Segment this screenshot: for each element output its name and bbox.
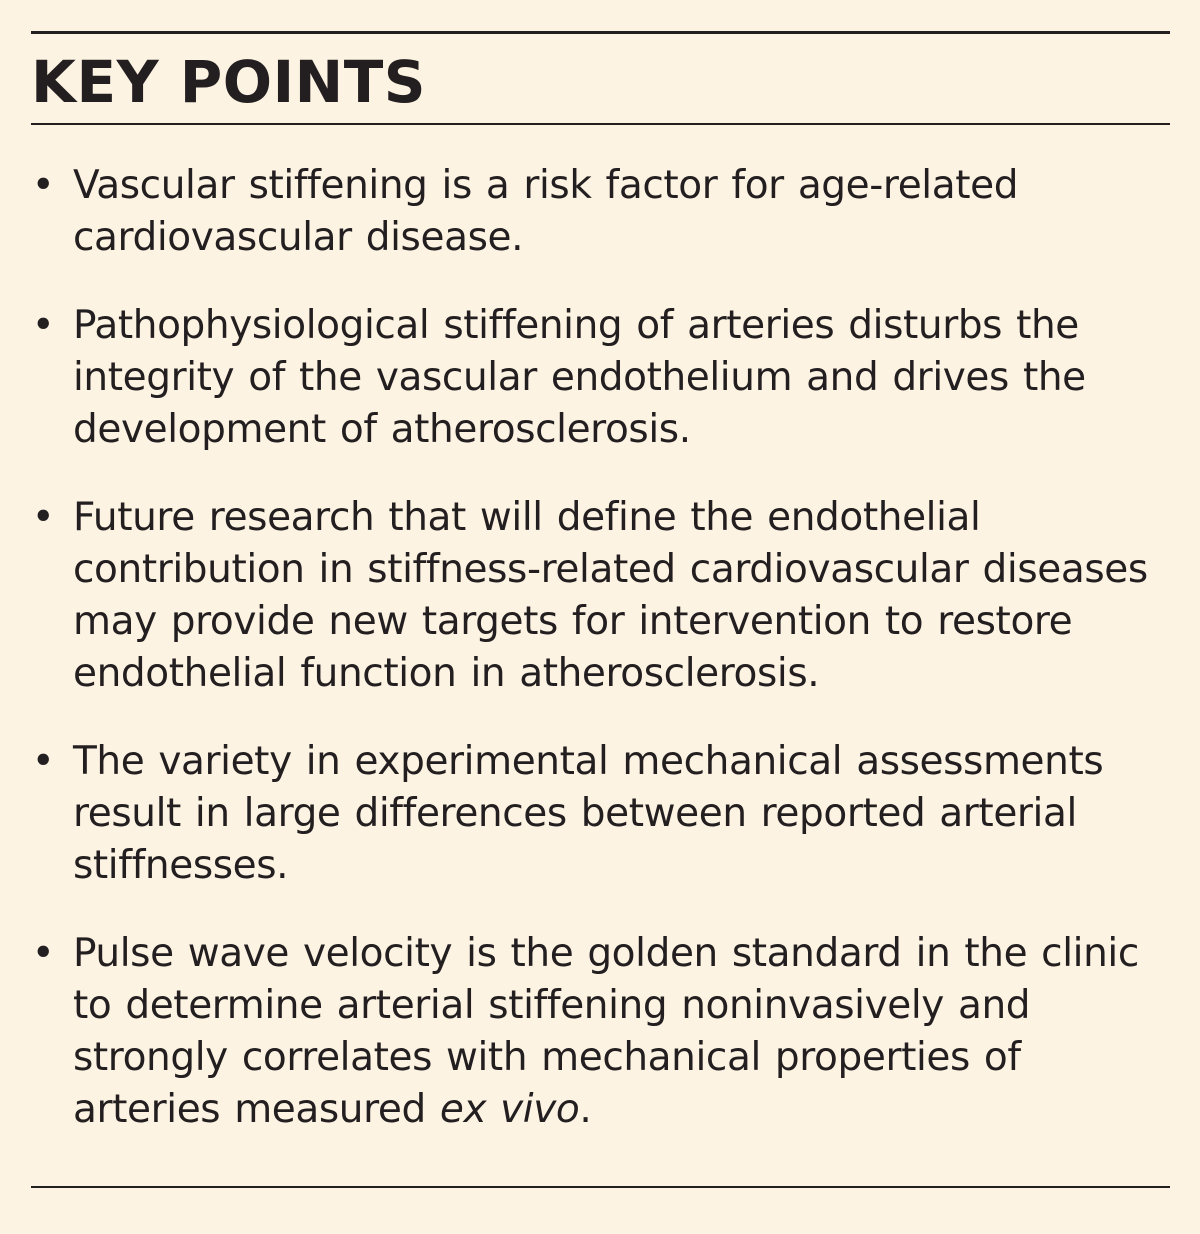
key-points-list	[31, 160, 1170, 1172]
key-point-4-text: The variety in experimental mechanical assessments result in large differences between reported arterial stiffnesses.	[73, 739, 1104, 888]
key-point-5-tail: .	[579, 1087, 592, 1132]
key-point-2-text: Pathophysiological stiffening of arteries disturbs the integrity of the vascular endothelium and drives the development of atherosclerosis.	[73, 303, 1086, 452]
key-point-5-text: Pulse wave velocity is the golden standard in the clinic to determine arterial stiffening noninvasively and strongly correlates with mechanical properties of arteries measured	[73, 931, 1139, 1132]
key-point-5-italic: ex vivo	[439, 1087, 580, 1132]
bullet-icon: •	[31, 495, 55, 540]
key-points-heading: KEY POINTS	[31, 48, 427, 116]
key-point-4	[31, 736, 1170, 892]
key-point-1-text: Vascular stiffening is a risk factor for age-related cardiovascular disease.	[73, 163, 1019, 260]
top-rule	[31, 31, 1170, 34]
key-point-3	[31, 492, 1170, 700]
bullet-icon: •	[31, 303, 55, 348]
bottom-rule	[31, 1186, 1170, 1188]
key-point-3-text: Future research that will define the endothelial contribution in stiffness-related cardiovascular diseases may provide new targets for intervention to restore endothelial function in atherosclerosis.	[73, 495, 1148, 696]
bullet-icon: •	[31, 739, 55, 784]
key-point-5	[31, 928, 1170, 1136]
bullet-icon: •	[31, 931, 55, 976]
key-point-1	[31, 160, 1170, 264]
key-point-2	[31, 300, 1170, 456]
bullet-icon: •	[31, 163, 55, 208]
heading-rule	[31, 123, 1170, 125]
